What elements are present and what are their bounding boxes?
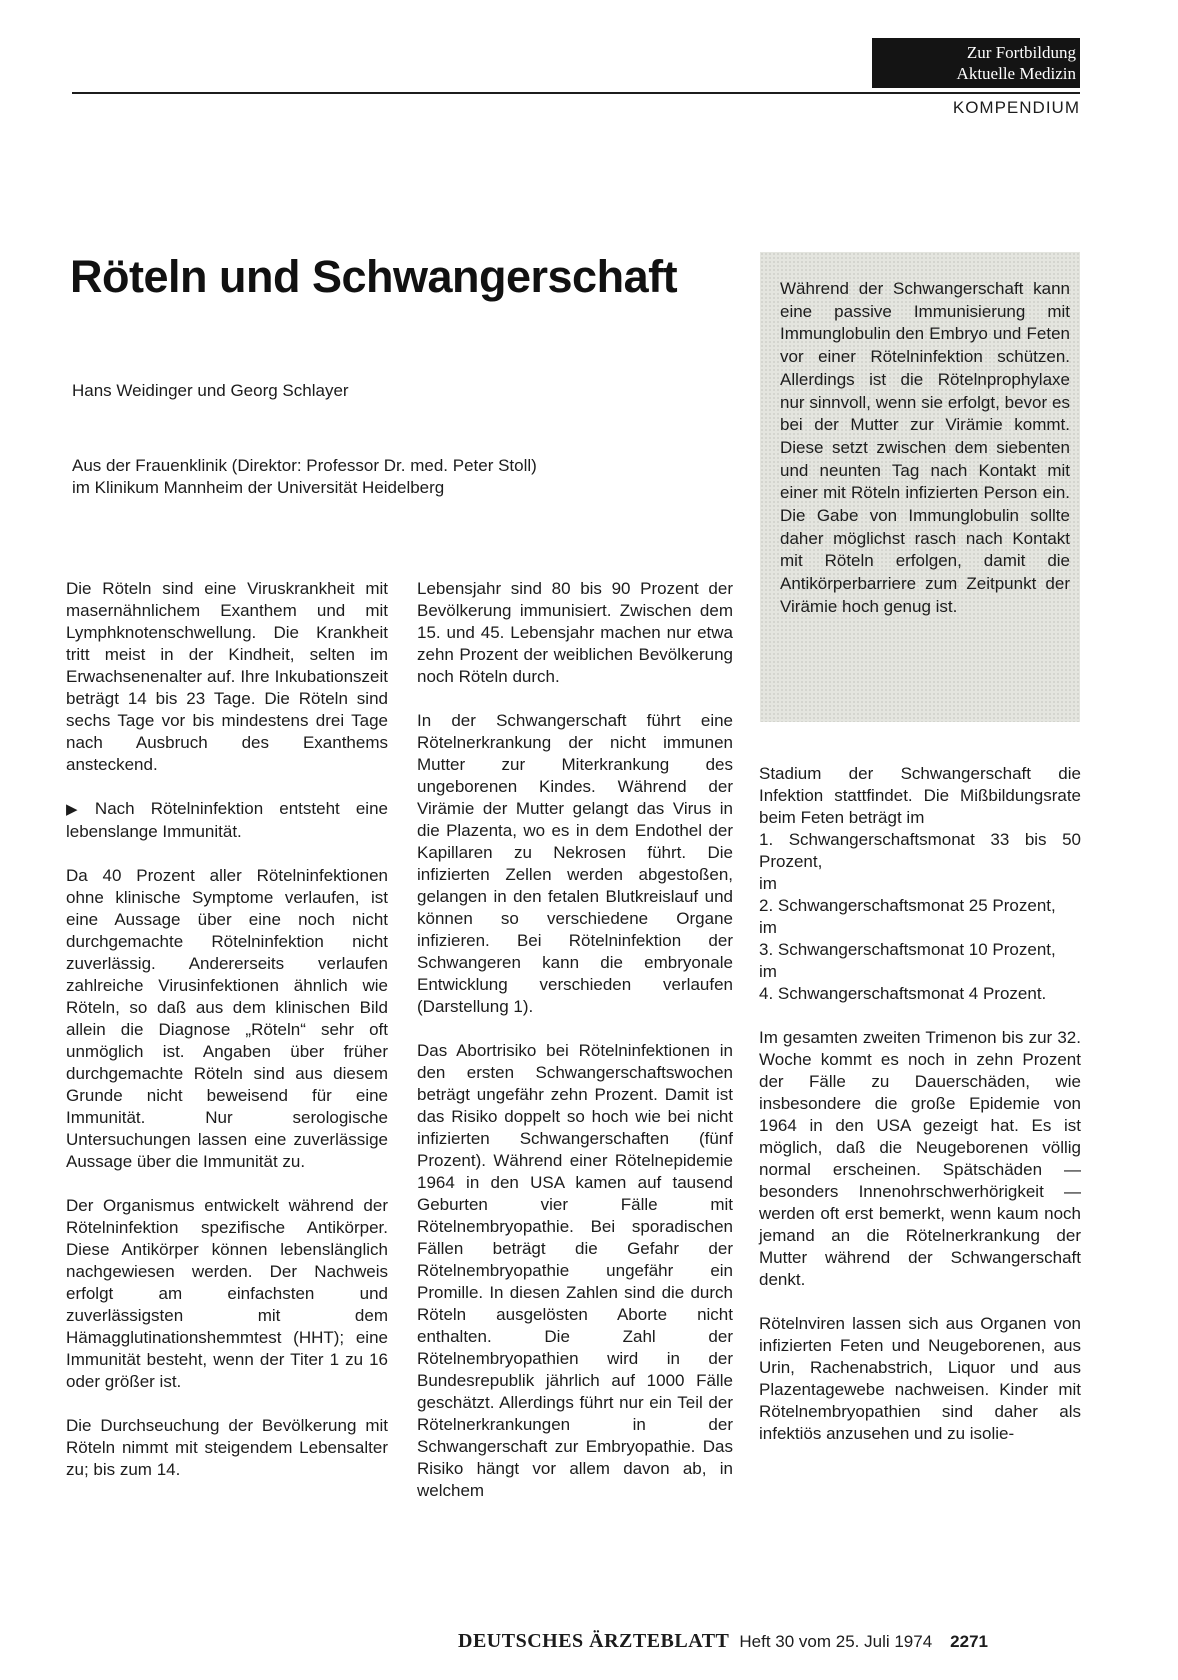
section-tag-line-1: Zur Fortbildung (966, 43, 1076, 62)
abstract-text: Während der Schwangerschaft kann eine passive Immunisierung mit Immunglobulin den Embryo und Feten vor einer Rötelninfektion schützen. Allerdings ist die Rötelnprophylaxe nur sinnvoll, wenn sie erfolgt, bevor es bei der Mutter zur Virämie kommt. Diese setzt zwischen dem siebenten und neunten Tag nach Kontakt mit einer mit Röteln infizierten Person ein. Die Gabe von Immunglobulin sollte daher möglichst rasch nach Kontakt mit Röteln erfolgen, damit die Antikörperbarriere zum Zeitpunkt der Virämie hoch genug ist. (780, 279, 1070, 616)
article-title: Röteln und Schwangerschaft (70, 251, 678, 302)
highlight-paragraph (66, 798, 388, 843)
list-item: 4. Schwangerschaftsmonat 4 Prozent. (759, 984, 1047, 1003)
page-footer (458, 1630, 1080, 1656)
list-item: im (759, 918, 777, 937)
column-1 (66, 578, 388, 1503)
page-number: 2271 (950, 1632, 988, 1651)
issue-info: Heft 30 vom 25. Juli 1974 (739, 1632, 933, 1651)
paragraph: Die Röteln sind eine Viruskrankheit mit masernähnlichem Exanthem und mit Lymphknotenschwellung. Die Krankheit tritt meist in der Kindheit, selten im Erwachsenenalter auf. Ihre Inkubationszeit beträgt 14 bis 23 Tage. Die Röteln sind sechs Tage vor bis mindestens drei Tage nach Ausbruch des Exanthems ansteckend. (66, 579, 388, 774)
column-2 (417, 578, 733, 1524)
article-affiliation (72, 455, 712, 499)
paragraph: Das Abortrisiko bei Rötelninfektionen in den ersten Schwangerschaftswochen beträgt ungefähr zehn Prozent. Damit ist das Risiko doppelt so hoch wie bei nicht infizierten Schwangerschaften (fünf Prozent). Während einer Rötelnepidemie 1964 in den USA kamen auf tausend Geburten vier Fälle mit Rötelnembryopathie. Bei sporadischen Fällen beträgt die Gefahr der Rötelnembryopathie ungefähr ein Promille. In diesen Zahlen sind die durch Röteln ausgelösten Aborte nicht enthalten. Die Zahl der Rötelnembryopathien wird in der Bundesrepublik jährlich auf 1000 Fälle geschätzt. Allerdings führt nur ein Teil der Rötelnerkrankungen in der Schwangerschaft zur Embryopathie. Das Risiko hängt vor allem davon ab, in welchem (417, 1041, 733, 1500)
article-authors: Hans Weidinger und Georg Schlayer (72, 381, 349, 400)
list-item: im (759, 874, 777, 893)
list-item: 3. Schwangerschaftsmonat 10 Prozent, (759, 940, 1056, 959)
section-tag (872, 38, 1080, 88)
paragraph: Rötelnviren lassen sich aus Organen von infizierten Feten und Neugeborenen, aus Urin, Rachenabstrich, Liquor und aus Plazentagewebe nachweisen. Kinder mit Rötelnembryopathien sind daher als infektiös anzusehen und zu isolie- (759, 1314, 1081, 1443)
header-rule (72, 92, 1080, 94)
affiliation-line-1: Aus der Frauenklinik (Direktor: Professor Dr. med. Peter Stoll) (72, 456, 537, 475)
section-label: KOMPENDIUM (952, 98, 1080, 117)
list-item: 1. Schwangerschaftsmonat 33 bis 50 Prozent, (759, 830, 1081, 871)
affiliation-line-2: im Klinikum Mannheim der Universität Heidelberg (72, 478, 445, 497)
paragraph: Lebensjahr sind 80 bis 90 Prozent der Bevölkerung immunisiert. Zwischen dem 15. und 45. Lebensjahr machen nur etwa zehn Prozent der weiblichen Bevölkerung noch Röteln durch. (417, 579, 733, 686)
paragraph: Da 40 Prozent aller Rötelninfektionen ohne klinische Symptome verlaufen, ist eine Aussage über eine noch nicht durchgemachte Rötelninfektion nicht zuverlässig. Andererseits verlaufen zahlreiche Virusinfektionen ähnlich wie Röteln, so daß aus dem klinischen Bild allein die Diagnose „Röteln“ sehr oft unmöglich ist. Angaben über früher durchgemachte Röteln sind aus diesem Grunde nicht beweisend für eine Immunität. Nur serologische Untersuchungen lassen eine zuverlässige Aussage über die Immunität zu. (66, 866, 388, 1171)
section-tag-line-2: Aktuelle Medizin (956, 64, 1076, 83)
paragraph: Stadium der Schwangerschaft die Infektion stattfindet. Die Mißbildungsrate beim Feten beträgt im (759, 764, 1081, 827)
highlight-text: Nach Rötelninfektion entsteht eine lebenslange Immunität. (66, 799, 388, 841)
column-3 (759, 763, 1081, 1467)
paragraph: Die Durchseuchung der Bevölkerung mit Röteln nimmt mit steigendem Lebensalter zu; bis zum 14. (66, 1416, 388, 1479)
journal-name: DEUTSCHES ÄRZTEBLATT (458, 1630, 730, 1652)
arrow-right-icon: ▶ (66, 801, 89, 818)
list-item: im (759, 962, 777, 981)
paragraph: In der Schwangerschaft führt eine Rötelnerkrankung der nicht immunen Mutter zur Miterkrankung des ungeborenen Kindes. Während der Virämie der Mutter gelangt das Virus in die Plazenta, wo es in dem Endothel der Kapillaren zu Nekrosen führt. Die infizierten Zellen werden abgestoßen, gelangen in den fetalen Blutkreislauf und können so verschiedene Organe infizieren. Bei Rötelninfektion der Schwangeren kann die embryonale Entwicklung verschieden verlaufen (Darstellung 1). (417, 711, 733, 1016)
paragraph: Der Organismus entwickelt während der Rötelninfektion spezifische Antikörper. Diese Antikörper können lebenslänglich nachgewiesen werden. Der Nachweis erfolgt am einfachsten und zuverlässigsten mit dem Hämagglutinationshemmtest (HHT); eine Immunität besteht, wenn der Titer 1 zu 16 oder größer ist. (66, 1196, 388, 1391)
paragraph: Im gesamten zweiten Trimenon bis zur 32. Woche kommt es noch in zehn Prozent der Fälle zu Dauerschäden, wie insbesondere die große Epidemie von 1964 in den USA gezeigt hat. Es ist möglich, daß die Neugeborenen völlig normal erscheinen. Spätschäden — besonders Innenohrschwerhörigkeit — werden oft erst bemerkt, wenn kaum noch jemand an die Rötelnerkrankung der Mutter während der Schwangerschaft denkt. (759, 1028, 1081, 1289)
list-item: 2. Schwangerschaftsmonat 25 Prozent, (759, 896, 1056, 915)
